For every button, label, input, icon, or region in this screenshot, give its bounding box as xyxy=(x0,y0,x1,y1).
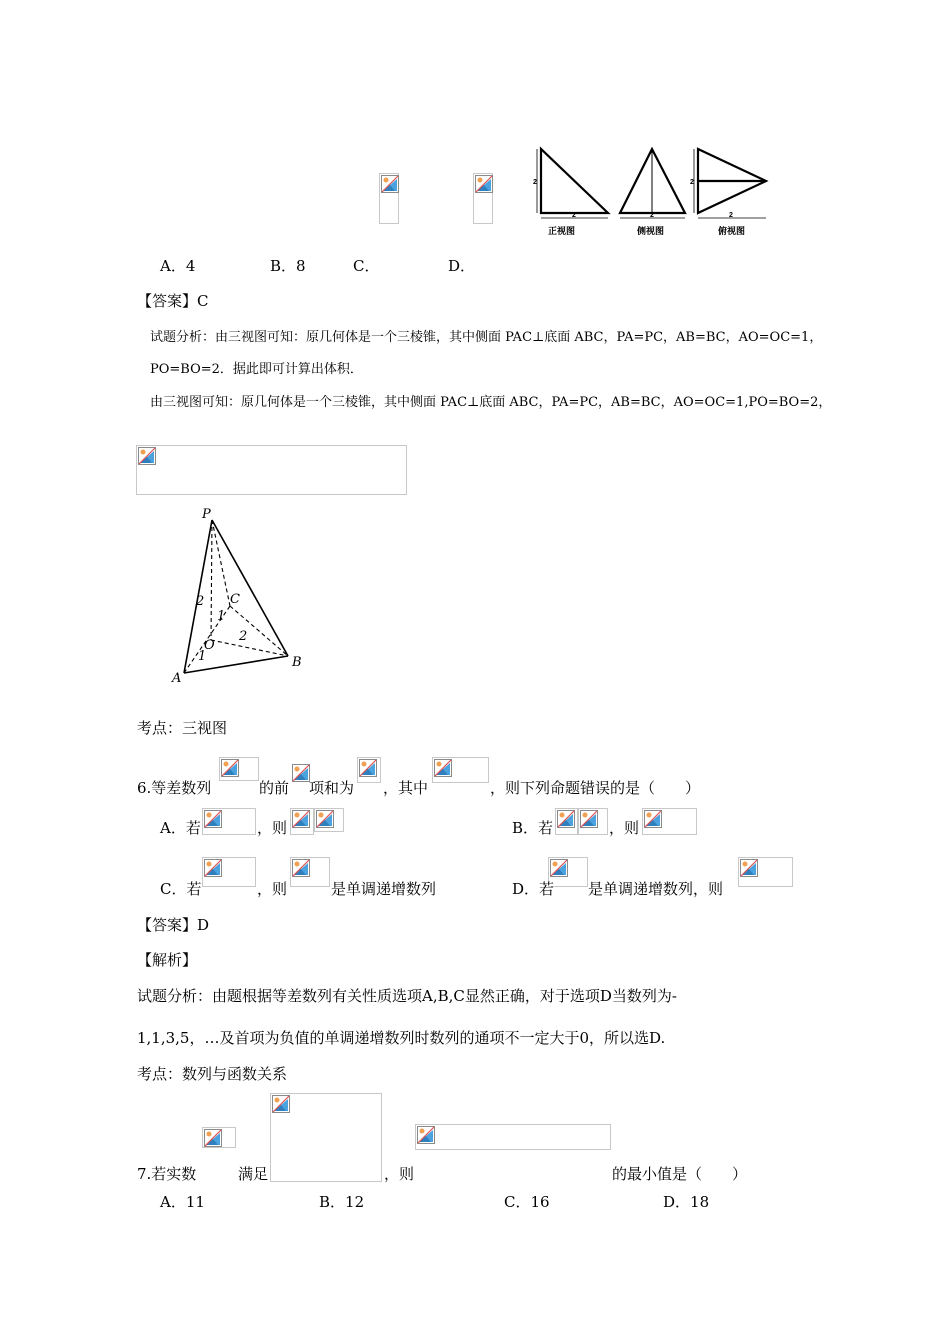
option-a: A．4 xyxy=(160,257,196,275)
ob-length-label: 2 xyxy=(239,629,248,644)
answer-label: 【答案】D xyxy=(137,916,210,934)
broken-image-icon xyxy=(550,859,568,877)
option-d: 是单调递增数列，则 xyxy=(588,880,724,898)
option-c: 是单调递增数列 xyxy=(331,880,437,898)
broken-image-icon xyxy=(204,859,222,877)
broken-image-icon xyxy=(316,810,334,828)
option-c: C． xyxy=(353,257,380,275)
broken-image-icon xyxy=(417,1126,435,1144)
broken-image-icon xyxy=(475,175,493,193)
broken-image-icon xyxy=(292,764,310,782)
vertex-b-label: B xyxy=(292,655,302,670)
option-b-condition-image xyxy=(578,808,608,835)
option-b-condition-image xyxy=(555,808,578,835)
top-view-caption: 俯视图 xyxy=(718,227,746,237)
option-c: ，则 xyxy=(257,880,288,898)
option-a: ，则 xyxy=(257,819,288,837)
option-d-formula-image xyxy=(473,173,493,224)
question-6-text: ，则下列命题错误的是（ ） xyxy=(490,779,701,797)
analysis-heading: 【解析】 xyxy=(137,951,198,969)
sn-image xyxy=(357,757,381,783)
analysis-text: 1,1,3,5，…及首项为负值的单调递增数列时数列的通项不一定大于0，所以选D. xyxy=(137,1029,666,1047)
option-d: D．18 xyxy=(663,1193,710,1211)
question-7-text: 的最小值是（ ） xyxy=(612,1165,748,1183)
three-views-figure xyxy=(532,140,772,240)
n-image xyxy=(291,763,309,783)
broken-image-icon xyxy=(644,810,662,828)
analysis-text: 由三视图可知：原几何体是一个三棱锥，其中侧面 PAC⊥底面 ABC，PA=PC，AB=BC，AO=OC=1,PO=BO=2， xyxy=(150,395,832,410)
front-view xyxy=(537,149,608,218)
side-view xyxy=(620,149,685,218)
topic-label: 考点：数列与函数关系 xyxy=(137,1065,288,1083)
option-a-condition-image xyxy=(202,808,256,835)
option-b-result-image xyxy=(642,808,697,835)
topic-label: 考点：三视图 xyxy=(137,719,228,737)
analysis-text: 试题分析：由三视图可知：原几何体是一个三棱锥，其中侧面 PAC⊥底面 ABC，PA=PC，AB=BC，AO=OC=1， xyxy=(150,330,823,345)
option-c: C．16 xyxy=(504,1193,550,1211)
option-a: A．11 xyxy=(160,1193,205,1211)
broken-image-icon xyxy=(272,1095,290,1113)
option-a-result-image xyxy=(314,808,344,832)
broken-image-icon xyxy=(740,859,758,877)
question-6-text: 的前 xyxy=(259,779,290,797)
option-b: B．12 xyxy=(319,1193,365,1211)
option-a: A．若 xyxy=(160,819,201,837)
po-length-label: 2 xyxy=(196,594,205,609)
ao-length-label: 1 xyxy=(198,649,207,664)
broken-image-icon xyxy=(204,810,222,828)
condition-image xyxy=(432,757,489,783)
vertex-p-label: P xyxy=(202,507,211,522)
option-c: C．若 xyxy=(160,880,202,898)
broken-image-icon xyxy=(434,759,452,777)
top-width-label: 2 xyxy=(729,212,733,219)
point-o-label: O xyxy=(204,638,215,653)
question-6-text: ，其中 xyxy=(383,779,429,797)
option-c-formula-image xyxy=(379,173,399,224)
vertex-c-label: C xyxy=(230,592,240,607)
xy-variables-image xyxy=(202,1127,236,1148)
front-view-caption: 正视图 xyxy=(548,227,576,237)
vertex-a-label: A xyxy=(172,671,182,686)
option-d: D．若 xyxy=(512,880,555,898)
question-7-text: 满足 xyxy=(238,1165,269,1183)
oc-length-label: 1 xyxy=(217,609,226,624)
analysis-text: PO=BO=2．据此即可计算出体积． xyxy=(150,362,363,377)
broken-image-icon xyxy=(580,810,598,828)
front-width-label: 2 xyxy=(572,212,576,219)
question-7-text: ，则 xyxy=(384,1165,415,1183)
volume-formula-image xyxy=(136,445,407,495)
side-view-caption: 侧视图 xyxy=(637,227,665,237)
front-height-label: 2 xyxy=(533,179,537,186)
broken-image-icon xyxy=(204,1129,222,1147)
pyramid-figure xyxy=(168,502,318,692)
constraints-image xyxy=(270,1093,382,1182)
sequence-an-image xyxy=(219,757,259,781)
broken-image-icon xyxy=(359,759,377,777)
option-c-condition-image xyxy=(202,857,256,887)
objective-expression-image xyxy=(415,1124,611,1150)
broken-image-icon xyxy=(381,175,399,193)
option-c-result-image xyxy=(290,857,330,887)
option-d-result-image xyxy=(738,857,793,887)
option-b: B．若 xyxy=(512,819,554,837)
option-a-result-image xyxy=(290,808,314,835)
broken-image-icon xyxy=(138,447,156,465)
broken-image-icon xyxy=(221,759,239,777)
analysis-text: 试题分析：由题根据等差数列有关性质选项A,B,C显然正确，对于选项D当数列为- xyxy=(137,987,677,1005)
question-7-number: 7.若实数 xyxy=(137,1165,197,1183)
broken-image-icon xyxy=(292,810,310,828)
side-width-label: 2 xyxy=(650,212,654,219)
top-height-label: 2 xyxy=(690,179,694,186)
option-b: ，则 xyxy=(609,819,640,837)
broken-image-icon xyxy=(292,859,310,877)
option-b: B．8 xyxy=(270,257,306,275)
question-6-text: 项和为 xyxy=(309,779,355,797)
option-d: D． xyxy=(448,257,476,275)
question-6-number: 6.等差数列 xyxy=(137,779,212,797)
broken-image-icon xyxy=(557,810,575,828)
answer-label: 【答案】C xyxy=(137,292,209,310)
top-view xyxy=(694,149,766,218)
